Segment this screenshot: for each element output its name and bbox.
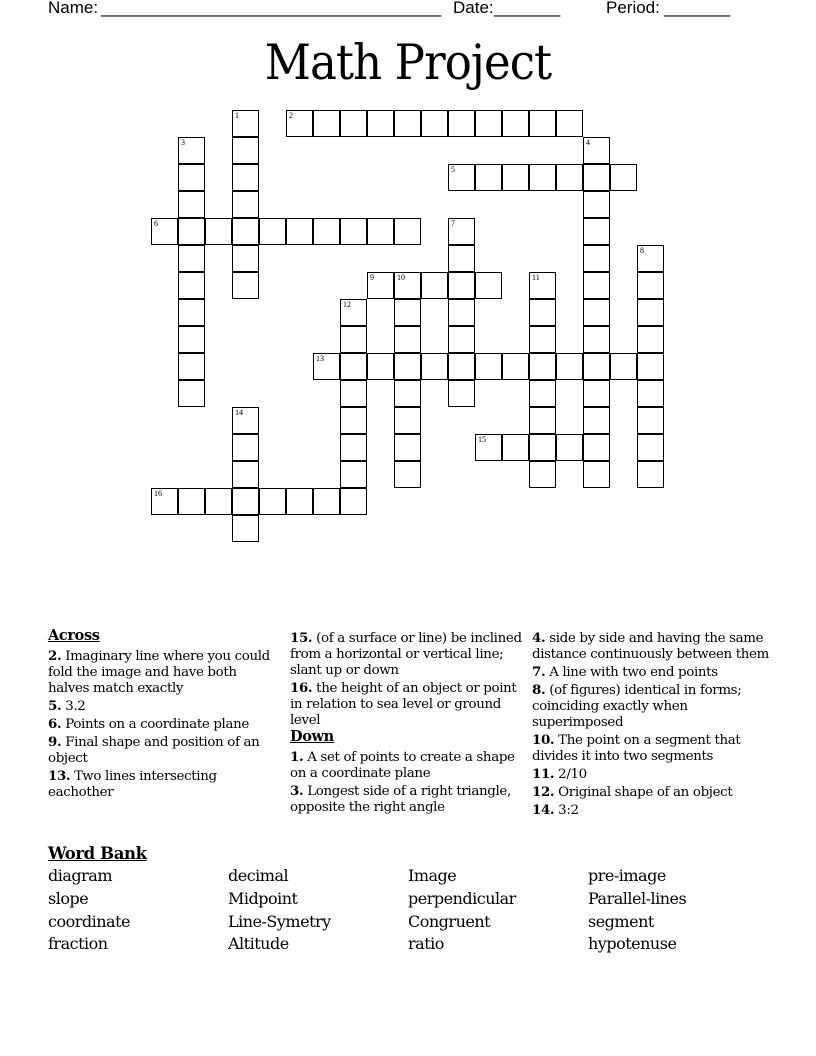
period-field[interactable]: _______ bbox=[664, 0, 731, 17]
crossword-cell[interactable] bbox=[583, 407, 610, 434]
crossword-cell[interactable] bbox=[529, 110, 556, 137]
crossword-cell[interactable] bbox=[340, 218, 367, 245]
crossword-cell[interactable] bbox=[475, 110, 502, 137]
crossword-cell[interactable] bbox=[529, 434, 556, 461]
clue-down-10: 10. The point on a segment that divides it into two segments bbox=[532, 732, 741, 764]
clue-number: 3 bbox=[181, 138, 185, 147]
clue-number: 5 bbox=[451, 165, 455, 174]
crossword-cell[interactable] bbox=[205, 488, 232, 515]
date-field[interactable]: _______ bbox=[494, 0, 561, 17]
crossword-cell[interactable] bbox=[475, 164, 502, 191]
crossword-cell[interactable] bbox=[340, 326, 367, 353]
crossword-cell[interactable] bbox=[367, 272, 394, 299]
crossword-cell[interactable] bbox=[583, 380, 610, 407]
crossword-cell[interactable] bbox=[529, 407, 556, 434]
crossword-cell[interactable] bbox=[583, 137, 610, 164]
crossword-cell[interactable] bbox=[232, 191, 259, 218]
clue-down-14: 14. 3:2 bbox=[532, 802, 579, 818]
crossword-cell[interactable] bbox=[340, 353, 367, 380]
clue-across-6: 6. Points on a coordinate plane bbox=[48, 716, 249, 732]
crossword-cell[interactable] bbox=[178, 380, 205, 407]
crossword-cell[interactable] bbox=[556, 434, 583, 461]
crossword-cell[interactable] bbox=[313, 353, 340, 380]
crossword-cell[interactable] bbox=[529, 164, 556, 191]
crossword-cell[interactable] bbox=[286, 218, 313, 245]
crossword-cell[interactable] bbox=[178, 353, 205, 380]
crossword-cell[interactable] bbox=[583, 461, 610, 488]
word-bank-item: diagram bbox=[48, 866, 112, 885]
crossword-cell[interactable] bbox=[610, 164, 637, 191]
crossword-cell[interactable] bbox=[637, 353, 664, 380]
crossword-cell[interactable] bbox=[529, 380, 556, 407]
crossword-cell[interactable] bbox=[232, 272, 259, 299]
crossword-cell[interactable] bbox=[637, 461, 664, 488]
clue-number: 1 bbox=[235, 111, 239, 120]
crossword-cell[interactable] bbox=[232, 461, 259, 488]
crossword-cell[interactable] bbox=[475, 272, 502, 299]
clue-down-1: 1. A set of points to create a shape on a coordinate plane bbox=[290, 749, 515, 781]
crossword-cell[interactable] bbox=[232, 137, 259, 164]
word-bank-item: Altitude bbox=[228, 934, 289, 954]
crossword-cell[interactable] bbox=[583, 299, 610, 326]
period-label: Period: bbox=[606, 0, 660, 17]
crossword-cell[interactable] bbox=[448, 164, 475, 191]
crossword-cell[interactable] bbox=[232, 218, 259, 245]
crossword-cell[interactable] bbox=[367, 218, 394, 245]
word-bank-item: slope bbox=[48, 888, 89, 908]
crossword-cell[interactable] bbox=[556, 353, 583, 380]
crossword-cell[interactable] bbox=[151, 218, 178, 245]
crossword-cell[interactable] bbox=[529, 353, 556, 380]
crossword-cell[interactable] bbox=[448, 272, 475, 299]
crossword-cell[interactable] bbox=[448, 353, 475, 380]
clue-number: 6 bbox=[154, 219, 158, 228]
crossword-cell[interactable] bbox=[475, 434, 502, 461]
clue-number: 8 bbox=[640, 246, 644, 255]
clue-number: 13 bbox=[316, 354, 324, 363]
crossword-cell[interactable] bbox=[448, 245, 475, 272]
crossword-cell[interactable] bbox=[313, 110, 340, 137]
crossword-cell[interactable] bbox=[340, 434, 367, 461]
crossword-cell[interactable] bbox=[286, 488, 313, 515]
crossword-cell[interactable] bbox=[232, 110, 259, 137]
crossword-cell[interactable] bbox=[340, 299, 367, 326]
crossword-cell[interactable] bbox=[448, 110, 475, 137]
name-field[interactable]: ____________________________________ bbox=[101, 0, 442, 17]
crossword-cell[interactable] bbox=[340, 461, 367, 488]
clue-down-3: 3. Longest side of a right triangle, opposite the right angle bbox=[290, 783, 511, 815]
crossword-cell[interactable] bbox=[637, 434, 664, 461]
crossword-cell[interactable] bbox=[340, 488, 367, 515]
clue-number: 14 bbox=[235, 408, 243, 417]
across-heading: Across bbox=[48, 627, 100, 644]
crossword-cell[interactable] bbox=[421, 110, 448, 137]
clue-number: 9 bbox=[370, 273, 374, 282]
crossword-cell[interactable] bbox=[178, 272, 205, 299]
page-title: Math Project bbox=[264, 34, 552, 91]
word-bank-item: ratio bbox=[408, 934, 444, 954]
word-bank-item: Line-Symetry bbox=[228, 911, 331, 931]
clue-number: 4 bbox=[586, 138, 590, 147]
crossword-cell[interactable] bbox=[178, 218, 205, 245]
crossword-cell[interactable] bbox=[394, 110, 421, 137]
crossword-cell[interactable] bbox=[232, 407, 259, 434]
word-bank bbox=[48, 866, 768, 957]
crossword-cell[interactable] bbox=[178, 326, 205, 353]
crossword-cell[interactable] bbox=[529, 461, 556, 488]
crossword-cell[interactable] bbox=[529, 299, 556, 326]
crossword-cell[interactable] bbox=[502, 353, 529, 380]
crossword-cell[interactable] bbox=[475, 353, 502, 380]
crossword-cell[interactable] bbox=[637, 380, 664, 407]
clue-down-11: 11. 2/10 bbox=[532, 766, 587, 782]
crossword-cell[interactable] bbox=[394, 353, 421, 380]
crossword-cell[interactable] bbox=[394, 407, 421, 434]
clue-across-16: 16. the height of an object or point in relation to sea level or ground level bbox=[290, 680, 517, 728]
clue-down-12: 12. Original shape of an object bbox=[532, 784, 733, 800]
down-heading: Down bbox=[290, 728, 334, 745]
clue-number: 12 bbox=[343, 300, 351, 309]
clue-down-7: 7. A line with two end points bbox=[532, 664, 718, 680]
crossword-cell[interactable] bbox=[178, 191, 205, 218]
crossword-cell[interactable] bbox=[583, 272, 610, 299]
name-label: Name: bbox=[48, 0, 99, 17]
crossword-cell[interactable] bbox=[178, 137, 205, 164]
crossword-cell[interactable] bbox=[232, 488, 259, 515]
crossword-cell[interactable] bbox=[178, 299, 205, 326]
student-info-line bbox=[48, 0, 768, 20]
crossword-cell[interactable] bbox=[394, 218, 421, 245]
crossword-cell[interactable] bbox=[178, 164, 205, 191]
crossword-cell[interactable] bbox=[313, 488, 340, 515]
crossword-cell[interactable] bbox=[583, 434, 610, 461]
crossword-cell[interactable] bbox=[340, 110, 367, 137]
crossword-cell[interactable] bbox=[313, 218, 340, 245]
word-bank-item: Midpoint bbox=[228, 888, 298, 908]
word-bank-item: decimal bbox=[228, 866, 289, 885]
crossword-cell[interactable] bbox=[340, 407, 367, 434]
crossword-cell[interactable] bbox=[448, 299, 475, 326]
word-bank-item: Parallel-lines bbox=[588, 888, 687, 908]
crossword-cell[interactable] bbox=[178, 245, 205, 272]
clue-down-4: 4. side by side and having the same distance continuously between them bbox=[532, 630, 769, 662]
crossword-cell[interactable] bbox=[502, 110, 529, 137]
clues-column-2 bbox=[290, 630, 525, 817]
word-bank-item: Image bbox=[408, 866, 457, 885]
crossword-cell[interactable] bbox=[502, 434, 529, 461]
crossword-cell[interactable] bbox=[259, 488, 286, 515]
crossword-cell[interactable] bbox=[178, 488, 205, 515]
crossword-cell[interactable] bbox=[637, 407, 664, 434]
clues-column-3 bbox=[532, 630, 772, 820]
word-bank-item: hypotenuse bbox=[588, 934, 677, 954]
word-bank-item: segment bbox=[588, 911, 654, 931]
word-bank-item: coordinate bbox=[48, 911, 130, 931]
word-bank-item: perpendicular bbox=[408, 888, 516, 908]
clue-across-9: 9. Final shape and position of an object bbox=[48, 734, 260, 766]
clue-number: 16 bbox=[154, 489, 162, 498]
date-label: Date: bbox=[453, 0, 494, 17]
crossword-cell[interactable] bbox=[610, 353, 637, 380]
clue-number: 2 bbox=[289, 111, 293, 120]
crossword-cell[interactable] bbox=[448, 380, 475, 407]
crossword-cell[interactable] bbox=[286, 110, 313, 137]
clue-across-2: 2. Imaginary line where you could fold the image and have both halves match exactly bbox=[48, 648, 270, 696]
crossword-cell[interactable] bbox=[637, 326, 664, 353]
crossword-cell[interactable] bbox=[394, 380, 421, 407]
clue-number: 11 bbox=[532, 273, 540, 282]
crossword-cell[interactable] bbox=[394, 326, 421, 353]
crossword-cell[interactable] bbox=[448, 326, 475, 353]
clue-across-5: 5. 3.2 bbox=[48, 698, 86, 714]
word-bank-item: pre-image bbox=[588, 866, 666, 885]
clue-across-15: 15. (of a surface or line) be inclined from a horizontal or vertical line; slant up or down bbox=[290, 630, 522, 678]
crossword-cell[interactable] bbox=[637, 272, 664, 299]
clue-down-8: 8. (of figures) identical in forms; coinciding exactly when superimposed bbox=[532, 682, 742, 730]
crossword-grid bbox=[151, 110, 671, 550]
crossword-cell[interactable] bbox=[232, 164, 259, 191]
crossword-cell[interactable] bbox=[583, 191, 610, 218]
crossword-cell[interactable] bbox=[394, 272, 421, 299]
crossword-cell[interactable] bbox=[232, 434, 259, 461]
crossword-cell[interactable] bbox=[529, 326, 556, 353]
crossword-cell[interactable] bbox=[205, 218, 232, 245]
crossword-cell[interactable] bbox=[583, 245, 610, 272]
word-bank-title: Word Bank bbox=[48, 844, 147, 863]
crossword-cell[interactable] bbox=[232, 515, 259, 542]
clue-number: 7 bbox=[451, 219, 455, 228]
crossword-cell[interactable] bbox=[637, 299, 664, 326]
clues-column-1 bbox=[48, 628, 278, 802]
crossword-cell[interactable] bbox=[556, 164, 583, 191]
clue-number: 15 bbox=[478, 435, 486, 444]
crossword-cell[interactable] bbox=[394, 461, 421, 488]
crossword-cell[interactable] bbox=[421, 353, 448, 380]
word-bank-item: fraction bbox=[48, 934, 108, 954]
crossword-cell[interactable] bbox=[583, 326, 610, 353]
crossword-cell[interactable] bbox=[394, 434, 421, 461]
clue-number: 10 bbox=[397, 273, 405, 282]
word-bank-item: Congruent bbox=[408, 911, 491, 931]
clue-across-13: 13. Two lines intersecting eachother bbox=[48, 768, 217, 800]
crossword-cell[interactable] bbox=[340, 380, 367, 407]
crossword-cell[interactable] bbox=[502, 164, 529, 191]
crossword-cell[interactable] bbox=[529, 272, 556, 299]
crossword-cell[interactable] bbox=[394, 299, 421, 326]
crossword-cell[interactable] bbox=[556, 110, 583, 137]
crossword-cell[interactable] bbox=[583, 353, 610, 380]
crossword-cell[interactable] bbox=[583, 218, 610, 245]
crossword-cell[interactable] bbox=[151, 488, 178, 515]
crossword-cell[interactable] bbox=[259, 218, 286, 245]
crossword-cell[interactable] bbox=[367, 353, 394, 380]
crossword-cell[interactable] bbox=[421, 272, 448, 299]
crossword-cell[interactable] bbox=[367, 110, 394, 137]
crossword-cell[interactable] bbox=[637, 245, 664, 272]
crossword-cell[interactable] bbox=[448, 218, 475, 245]
crossword-cell[interactable] bbox=[583, 164, 610, 191]
crossword-cell[interactable] bbox=[232, 245, 259, 272]
